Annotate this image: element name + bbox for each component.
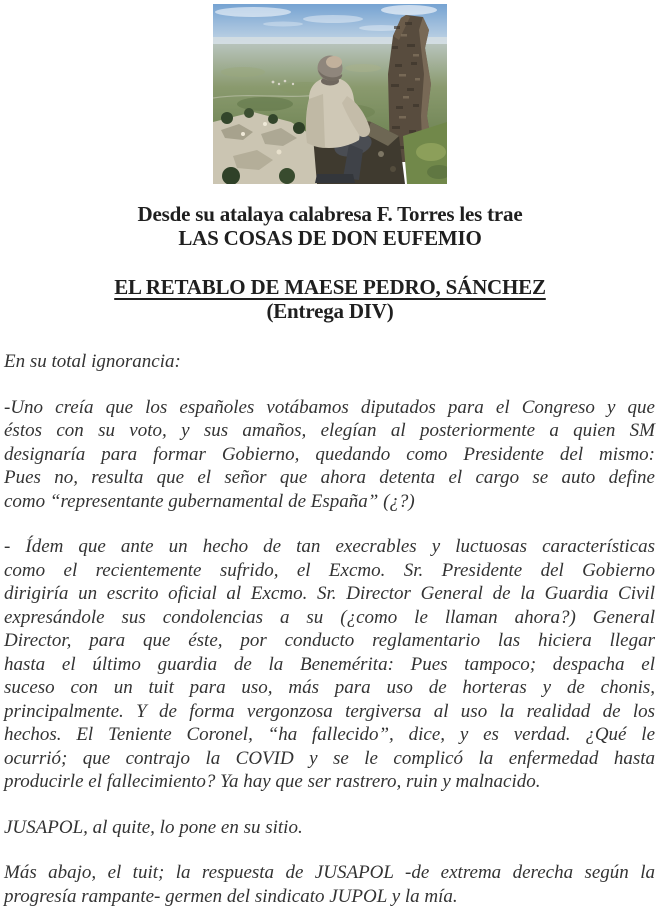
header-photo [213, 4, 447, 184]
text-line: dirigiría un escrito oficial al Excmo. Sr. Director General de la Guardia Civil [4, 583, 655, 604]
text-line: progresía rampante- germen del sindicato JUPOL y la mía. [4, 885, 458, 907]
article-subtitle: (Entrega DIV) [266, 299, 394, 323]
text-line: hasta el último guardia de la Benemérita: Pues tampoco; despacha el [4, 653, 655, 675]
header-block [0, 202, 660, 250]
text-line: -Uno creía que los españoles votábamos diputados para el Congreso y que [4, 396, 655, 418]
text-line: JUSAPOL, al quite, lo pone en su sitio. [4, 816, 303, 838]
text-line: expresándole sus condolencias a su (¿como le llaman ahora?) General [4, 606, 655, 628]
text-line: principalmente. Y de forma vergonzosa tergiversa al uso la realidad de los [4, 700, 655, 722]
paragraph-tuit [4, 861, 655, 908]
text-line: suceso con un tuit para uso, más para uso de horteras y de chonis, [4, 677, 655, 698]
text-line: como el recientemente sufrido, el Excmo. Sr. Presidente del Gobierno [4, 559, 655, 581]
text-line: éstos con su voto, y sus amaños, elegían al posteriormente a quien SM [4, 420, 655, 441]
text-line: hechos. El Teniente Coronel, “ha fallecido”, dice, y es verdad. ¿Qué le [4, 724, 655, 745]
text-line: ocurrió; que contrajo la COVID y se le complicó la enfermedad hasta [4, 747, 655, 769]
paragraph-guardia-civil [4, 535, 655, 794]
byline: Desde su atalaya calabresa F. Torres les trae [137, 202, 523, 226]
header-photo-art [213, 4, 447, 184]
text-line: Pues no, resulta que el señor que ahora detenta el cargo se auto define [4, 467, 655, 488]
text-line: producirle el fallecimiento? Ya hay que ser rastrero, ruin y malnacido. [4, 771, 541, 792]
paragraph-intro [4, 350, 655, 374]
text-line: Director, para que éste, por conducto reglamentario las hiciera llegar [4, 630, 655, 651]
paragraph-jusapol [4, 816, 655, 840]
series-title: LAS COSAS DE DON EUFEMIO [178, 226, 482, 250]
text-line: Más abajo, el tuit; la respuesta de JUSAPOL -de extrema derecha según la [4, 862, 655, 883]
paragraph-congreso [4, 396, 655, 514]
title-block [0, 275, 660, 323]
text-line: - Ídem que ante un hecho de tan execrables y luctuosas características [4, 536, 655, 557]
text-line: como “representante gubernamental de España” (¿?) [4, 490, 415, 512]
article-title: EL RETABLO DE MAESE PEDRO, SÁNCHEZ [114, 275, 546, 299]
text-line: En su total ignorancia: [4, 351, 181, 372]
article-body [0, 350, 660, 908]
text-line: designaría para formar Gobierno, quedando como Presidente del mismo: [4, 443, 655, 465]
